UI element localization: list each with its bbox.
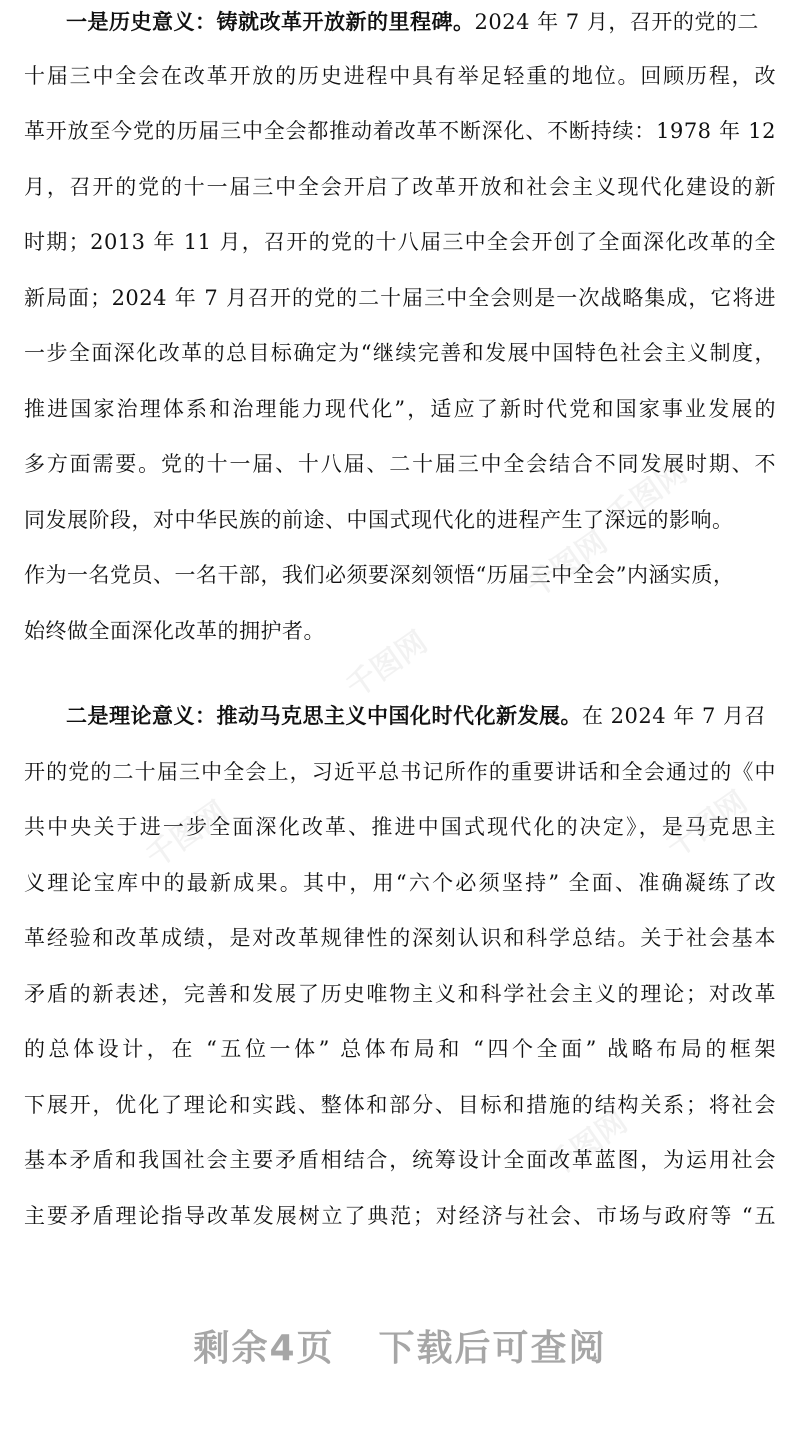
- paragraph-2-line: 下展开，优化了理论和实践、整体和部分、目标和措施的结构关系；将社会: [24, 1093, 776, 1117]
- download-prompt-banner[interactable]: [0, 1320, 800, 1371]
- paragraph-1-line: 推进国家治理体系和治理能力现代化”，适应了新时代党和国家事业发展的: [24, 397, 776, 421]
- paragraph-1-line: 革开放至今党的历届三中全会都推动着改革不断深化、不断持续：1978 年 12: [24, 119, 776, 143]
- paragraph-1-line: 多方面需要。党的十一届、十八届、二十届三中全会结合不同发展时期、不: [24, 452, 776, 476]
- paragraph-2-line: 的总体设计，在 “五位一体” 总体布局和 “四个全面” 战略布局的框架: [24, 1037, 776, 1061]
- paragraph-2-line: 矛盾的新表述，完善和发展了历史唯物主义和科学社会主义的理论；对改革: [24, 982, 776, 1006]
- watermark: 千图网: [520, 524, 614, 606]
- paragraph-2-text: 在 2024 年 7 月召: [582, 704, 767, 728]
- download-to-view-label: 下载后可查阅: [378, 1328, 607, 1369]
- watermark: 千图网: [540, 1104, 634, 1186]
- paragraph-1-heading: 一是历史意义：铸就改革开放新的里程碑。: [66, 10, 475, 34]
- paragraph-1-line: 月，召开的党的十一届三中全会开启了改革开放和社会主义现代化建设的新: [24, 175, 776, 199]
- watermark: 千图网: [140, 794, 234, 876]
- paragraph-1-line-1: [66, 8, 776, 36]
- remaining-pages-label: 剩余4页: [193, 1328, 335, 1369]
- paragraph-2-line: 基本矛盾和我国社会主要矛盾相结合，统筹设计全面改革蓝图，为运用社会: [24, 1148, 776, 1172]
- paragraph-1-line: 十届三中全会在改革开放的历史进程中具有举足轻重的地位。回顾历程，改: [24, 64, 776, 88]
- paragraph-1-line: 同发展阶段，对中华民族的前途、中国式现代化的进程产生了深远的影响。: [24, 508, 734, 532]
- paragraph-2-line: 主要矛盾理论指导改革发展树立了典范；对经济与社会、市场与政府等 “五: [24, 1204, 776, 1228]
- paragraph-2-line: 开的党的二十届三中全会上，习近平总书记所作的重要讲话和全会通过的《中: [24, 760, 776, 784]
- paragraph-2-line: 革经验和改革成绩，是对改革规律性的深刻认识和科学总结。关于社会基本: [24, 926, 776, 950]
- paragraph-1-line: 作为一名党员、一名干部，我们必须要深刻领悟“历届三中全会”内涵实质，: [24, 563, 735, 587]
- paragraph-1-text: 2024 年 7 月，召开的党的二: [474, 10, 759, 34]
- paragraph-2-line: 共中央关于进一步全面深化改革、推进中国式现代化的决定》，是马克思主: [24, 815, 776, 839]
- watermark: 千图网: [600, 454, 694, 536]
- paragraph-2-heading: 二是理论意义：推动马克思主义中国化时代化新发展。: [66, 704, 582, 728]
- paragraph-2-line: 义理论宝库中的最新成果。其中，用“六个必须坚持” 全面、准确凝练了改: [24, 871, 776, 895]
- paragraph-1-line: 新局面；2024 年 7 月召开的党的二十届三中全会则是一次战略集成，它将进: [24, 286, 776, 310]
- paragraph-2-line-1: [66, 702, 776, 730]
- paragraph-1-line: 一步全面深化改革的总目标确定为“继续完善和发展中国特色社会主义制度，: [24, 341, 776, 365]
- paragraph-1-line: 始终做全面深化改革的拥护者。: [24, 619, 325, 643]
- watermark: 千图网: [660, 784, 754, 866]
- paragraph-1-line: 时期；2013 年 11 月，召开的党的十八届三中全会开创了全面深化改革的全: [24, 230, 776, 254]
- watermark: 千图网: [340, 624, 434, 706]
